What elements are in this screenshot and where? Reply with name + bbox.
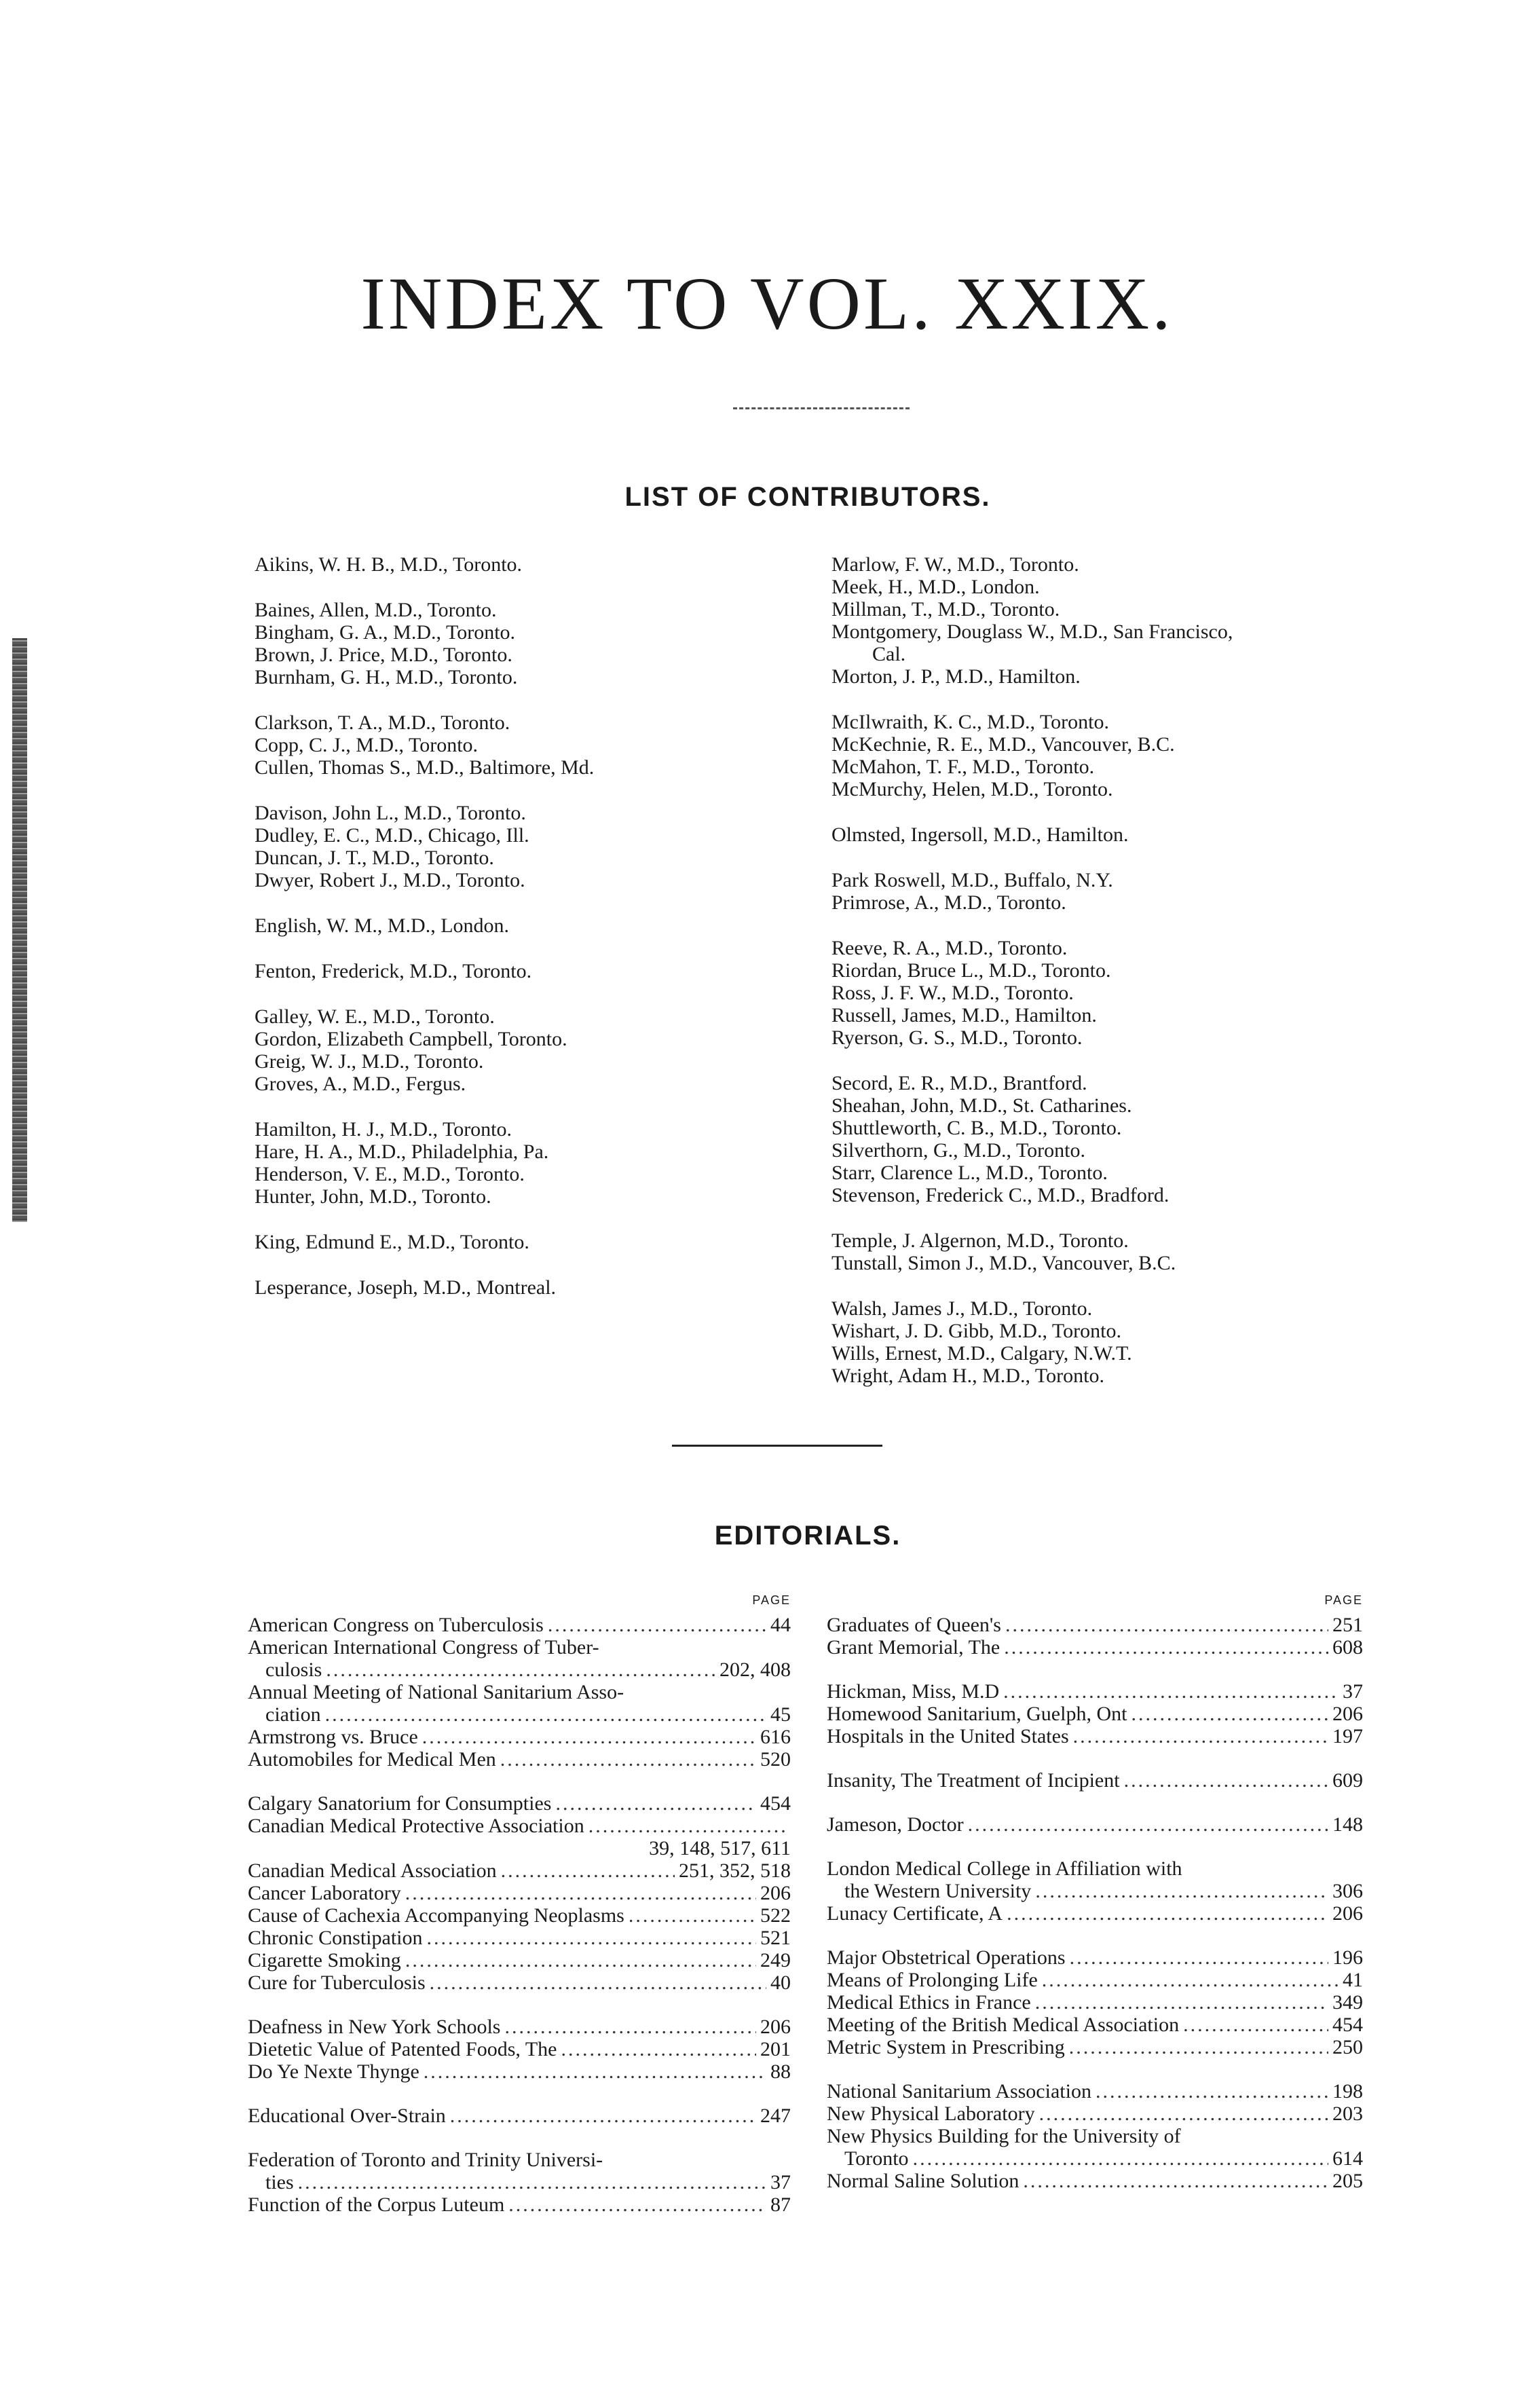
contributor-entry: Aikins, W. H. B., M.D., Toronto.	[255, 553, 523, 576]
editorial-title: Normal Saline Solution	[827, 2170, 1019, 2192]
contributor-entry: Brown, J. Price, M.D., Toronto.	[255, 644, 512, 666]
contributors-left-column	[255, 553, 811, 1322]
contributor-entry: Lesperance, Joseph, M.D., Montreal.	[255, 1276, 557, 1299]
editorial-group	[827, 1680, 1363, 1747]
contributor-entry: King, Edmund E., M.D., Toronto.	[255, 1231, 529, 1253]
contributor-entry: Tunstall, Simon J., M.D., Vancouver, B.C.	[831, 1252, 1176, 1274]
contributor-group	[255, 1231, 811, 1253]
editorials-left-list	[248, 1614, 791, 2216]
dot-leader	[1003, 1680, 1339, 1703]
editorial-page-number: 249	[760, 1949, 791, 1971]
contributor-group	[831, 553, 1429, 688]
dot-leader	[422, 1726, 756, 1748]
contributor-entry: Dwyer, Robert J., M.D., Toronto.	[255, 869, 525, 891]
editorial-title: Dietetic Value of Patented Foods, The	[248, 2038, 557, 2060]
editorial-title: ciation	[265, 1703, 321, 1726]
editorial-title: Lunacy Certificate, A	[827, 1902, 1003, 1925]
editorial-page-number: 614	[1332, 2147, 1363, 2170]
editorial-page-number: 251	[1332, 1614, 1363, 1636]
editorial-page-number: 616	[760, 1726, 791, 1748]
editorial-page-number: 205	[1332, 2170, 1363, 2192]
contributor-entry: Secord, E. R., M.D., Brantford.	[831, 1072, 1087, 1094]
editorial-entry	[248, 2105, 791, 2127]
editorial-page-number: 87	[770, 2193, 791, 2216]
scan-binding-artifact	[12, 638, 27, 1222]
editorial-entry	[248, 2016, 791, 2038]
contributor-entry: Duncan, J. T., M.D., Toronto.	[255, 847, 494, 869]
dot-leader	[1073, 1725, 1328, 1747]
editorial-entry	[248, 1614, 791, 1636]
contributor-entry: Wishart, J. D. Gibb, M.D., Toronto.	[831, 1320, 1121, 1342]
dot-leader	[430, 1971, 766, 1994]
contributor-entry: Copp, C. J., M.D., Toronto.	[255, 734, 479, 756]
editorial-title: National Sanitarium Association	[827, 2080, 1091, 2103]
contributors-heading: LIST OF CONTRIBUTORS.	[624, 482, 991, 512]
editorial-entry	[827, 2103, 1363, 2125]
editorial-entry	[827, 1614, 1363, 1636]
contributor-entry: Shuttleworth, C. B., M.D., Toronto.	[831, 1117, 1122, 1139]
contributor-entry: Henderson, V. E., M.D., Toronto.	[255, 1163, 525, 1185]
editorial-page-number: 44	[770, 1614, 791, 1636]
contributor-entry: Millman, T., M.D., Toronto.	[831, 598, 1060, 620]
contributor-entry: Cullen, Thomas S., M.D., Baltimore, Md.	[255, 756, 595, 779]
editorial-page-number: 45	[770, 1703, 791, 1726]
editorial-title: American Congress on Tuberculosis	[248, 1614, 544, 1636]
editorial-page-number: 196	[1332, 1946, 1363, 1969]
editorial-entry	[248, 1859, 791, 1882]
editorial-title: Cause of Cachexia Accompanying Neoplasms	[248, 1904, 624, 1927]
editorial-page-number: 202, 408	[719, 1659, 791, 1681]
editorial-page-number: 203	[1332, 2103, 1363, 2125]
contributor-entry: Ross, J. F. W., M.D., Toronto.	[831, 982, 1074, 1004]
editorial-entry	[248, 2193, 791, 2216]
editorial-title: Major Obstetrical Operations	[827, 1946, 1066, 1969]
contributor-entry: Primrose, A., M.D., Toronto.	[831, 891, 1066, 914]
contributor-entry: Baines, Allen, M.D., Toronto.	[255, 599, 497, 621]
dot-leader	[1070, 1946, 1328, 1969]
dot-leader	[548, 1614, 766, 1636]
contributor-entry: Fenton, Frederick, M.D., Toronto.	[255, 960, 532, 982]
dot-leader	[1183, 2014, 1328, 2036]
contributor-entry: Wills, Ernest, M.D., Calgary, N.W.T.	[831, 1342, 1132, 1365]
editorial-entry	[827, 2014, 1363, 2036]
editorial-title: Hospitals in the United States	[827, 1725, 1069, 1747]
editorials-left-column	[248, 1592, 791, 2238]
editorial-title: Cure for Tuberculosis	[248, 1971, 426, 1994]
contributor-entry: Morton, J. P., M.D., Hamilton.	[831, 665, 1081, 688]
contributor-entry: McMahon, T. F., M.D., Toronto.	[831, 756, 1095, 778]
editorial-title: Graduates of Queen's	[827, 1614, 1001, 1636]
editorial-group	[248, 1792, 791, 1994]
editorial-page-number: 37	[1343, 1680, 1363, 1703]
editorial-page-number: 37	[770, 2171, 791, 2193]
contributor-entry: Montgomery, Douglass W., M.D., San Francisco,	[831, 620, 1233, 643]
editorial-entry	[248, 1927, 791, 1949]
editorial-entry	[827, 1902, 1363, 1925]
contributor-entry: Temple, J. Algernon, M.D., Toronto.	[831, 1229, 1129, 1252]
editorial-page-number: 454	[1332, 2014, 1363, 2036]
editorial-page-number: 201	[760, 2038, 791, 2060]
dot-leader	[1023, 2170, 1328, 2192]
editorial-group	[827, 1813, 1363, 1836]
editorial-entry	[827, 1769, 1363, 1792]
editorial-page-number: 454	[760, 1792, 791, 1815]
section-divider	[672, 1445, 882, 1447]
dot-leader	[508, 2193, 766, 2216]
editorial-page-number: 250	[1332, 2036, 1363, 2058]
editorial-entry	[827, 1857, 1363, 1880]
editorial-title: Canadian Medical Protective Association	[248, 1815, 584, 1837]
editorial-entry	[827, 2170, 1363, 2192]
editorial-title: New Physics Building for the University of	[827, 2125, 1181, 2147]
editorial-entry	[827, 2147, 1363, 2170]
contributor-group	[255, 711, 811, 779]
contributor-group	[255, 599, 811, 688]
contributor-entry: Marlow, F. W., M.D., Toronto.	[831, 553, 1079, 576]
dot-leader	[405, 1882, 756, 1904]
editorial-page-number: 88	[770, 2060, 791, 2083]
dot-leader	[504, 2016, 756, 2038]
contributor-entry: McMurchy, Helen, M.D., Toronto.	[831, 778, 1113, 800]
editorial-title: culosis	[265, 1659, 322, 1681]
editorial-title: London Medical College in Affiliation with	[827, 1857, 1182, 1880]
editorial-title: Canadian Medical Association	[248, 1859, 497, 1882]
contributor-entry: Gordon, Elizabeth Campbell, Toronto.	[255, 1028, 567, 1050]
dot-leader	[1069, 2036, 1328, 2058]
contributor-group	[255, 1276, 811, 1299]
editorial-group	[827, 1946, 1363, 2058]
editorial-title: Cigarette Smoking	[248, 1949, 401, 1971]
editorial-entry	[248, 1882, 791, 1904]
dot-leader	[450, 2105, 756, 2127]
dot-leader	[298, 2171, 766, 2193]
editorial-group	[248, 2016, 791, 2083]
contributor-group	[255, 553, 811, 576]
editorial-entry	[827, 1636, 1363, 1659]
editorial-page-number: 197	[1332, 1725, 1363, 1747]
editorials-right-list	[827, 1614, 1363, 2192]
editorial-page-number: 520	[760, 1748, 791, 1771]
editorial-entry	[248, 1703, 791, 1726]
editorial-title: Homewood Sanitarium, Guelph, Ont	[827, 1703, 1127, 1725]
contributor-group	[255, 802, 811, 891]
contributor-entry: Reeve, R. A., M.D., Toronto.	[831, 937, 1068, 959]
editorial-page-number: 349	[1332, 1991, 1363, 2014]
editorial-title: Federation of Toronto and Trinity Universi-	[248, 2149, 603, 2171]
dot-leader	[629, 1904, 756, 1927]
contributor-entry: Cal.	[872, 643, 906, 665]
contributor-entry: Hamilton, H. J., M.D., Toronto.	[255, 1118, 512, 1141]
editorial-page-number: 206	[760, 1882, 791, 1904]
contributor-group	[255, 914, 811, 937]
editorial-entry	[248, 2149, 791, 2171]
editorial-entry	[827, 1969, 1363, 1991]
editorial-entry	[827, 1725, 1363, 1747]
contributor-entry: Groves, A., M.D., Fergus.	[255, 1073, 466, 1095]
dot-leader	[424, 2060, 766, 2083]
contributor-entry: Bingham, G. A., M.D., Toronto.	[255, 621, 516, 644]
dot-leader	[1035, 1991, 1328, 2014]
contributor-entry: Davison, John L., M.D., Toronto.	[255, 802, 526, 824]
dot-leader	[1096, 2080, 1328, 2103]
editorial-group	[827, 1614, 1363, 1659]
contributor-entry: Dudley, E. C., M.D., Chicago, Ill.	[255, 824, 529, 847]
editorial-page-number: 148	[1332, 1813, 1363, 1836]
editorial-title: Calgary Sanatorium for Consumpties	[248, 1792, 552, 1815]
editorial-page-number: 609	[1332, 1769, 1363, 1792]
page-column-label: PAGE	[1324, 1593, 1363, 1607]
editorial-page-number: 521	[760, 1927, 791, 1949]
editorial-entry	[827, 2125, 1363, 2147]
contributor-entry: Park Roswell, M.D., Buffalo, N.Y.	[831, 869, 1113, 891]
editorial-title: Jameson, Doctor	[827, 1813, 964, 1836]
dot-leader	[500, 1748, 756, 1771]
editorial-entry	[827, 1703, 1363, 1725]
editorial-title: Function of the Corpus Luteum	[248, 2193, 505, 2216]
editorial-title: Grant Memorial, The	[827, 1636, 1000, 1659]
dot-leader	[968, 1813, 1328, 1836]
contributor-entry: Ryerson, G. S., M.D., Toronto.	[831, 1026, 1083, 1049]
contributor-entry: McKechnie, R. E., M.D., Vancouver, B.C.	[831, 733, 1175, 756]
editorial-title: Deafness in New York Schools	[248, 2016, 501, 2038]
contributor-entry: Sheahan, John, M.D., St. Catharines.	[831, 1094, 1132, 1117]
editorial-title: Automobiles for Medical Men	[248, 1748, 496, 1771]
contributor-entry: Clarkson, T. A., M.D., Toronto.	[255, 711, 510, 734]
contributor-group	[831, 711, 1429, 800]
editorial-entry	[248, 1636, 791, 1659]
title-divider	[733, 407, 910, 409]
dot-leader	[427, 1927, 757, 1949]
contributor-group	[831, 1072, 1429, 1206]
editorial-entry	[827, 1946, 1363, 1969]
editorial-page-number: 522	[760, 1904, 791, 1927]
editorial-title: the Western University	[844, 1880, 1032, 1902]
dot-leader	[1007, 1902, 1328, 1925]
contributor-entry: Hunter, John, M.D., Toronto.	[255, 1185, 491, 1208]
editorial-entry	[248, 1971, 791, 1994]
dot-leader	[405, 1949, 756, 1971]
contributor-entry: Starr, Clarence L., M.D., Toronto.	[831, 1162, 1108, 1184]
editorial-title: Metric System in Prescribing	[827, 2036, 1065, 2058]
editorial-title: Toronto	[844, 2147, 909, 2170]
editorial-group	[827, 1857, 1363, 1925]
dot-leader	[326, 1659, 715, 1681]
dot-leader	[325, 1703, 766, 1726]
editorial-title: ties	[265, 2171, 294, 2193]
editorial-title: Annual Meeting of National Sanitarium Asso-	[248, 1681, 624, 1703]
dot-leader	[1004, 1636, 1328, 1659]
editorial-title: Hickman, Miss, M.D	[827, 1680, 1000, 1703]
dot-leader	[1005, 1614, 1328, 1636]
editorial-title: Means of Prolonging Life	[827, 1969, 1038, 1991]
editorial-entry	[248, 1659, 791, 1681]
contributor-group	[831, 937, 1429, 1049]
contributor-entry: Meek, H., M.D., London.	[831, 576, 1040, 598]
dot-leader	[561, 2038, 756, 2060]
editorial-page-numbers: 39, 148, 517, 611	[649, 1837, 791, 1859]
page-title: INDEX TO VOL. XXIX.	[360, 262, 1174, 345]
editorial-entry	[248, 1904, 791, 1927]
contributor-entry: Walsh, James J., M.D., Toronto.	[831, 1297, 1093, 1320]
editorial-entry	[248, 1726, 791, 1748]
editorial-page-number: 40	[770, 1971, 791, 1994]
contributor-entry: Russell, James, M.D., Hamilton.	[831, 1004, 1097, 1026]
page-column-label: PAGE	[752, 1593, 791, 1607]
editorial-title: Insanity, The Treatment of Incipient	[827, 1769, 1120, 1792]
contributor-entry: Riordan, Bruce L., M.D., Toronto.	[831, 959, 1111, 982]
editorial-title: Chronic Constipation	[248, 1927, 423, 1949]
editorial-entry	[827, 2036, 1363, 2058]
contributor-group	[255, 1005, 811, 1095]
contributor-group	[831, 823, 1429, 846]
editorial-entry	[827, 1680, 1363, 1703]
dot-leader	[588, 1815, 787, 1837]
editorial-page-number: 306	[1332, 1880, 1363, 1902]
editorial-entry	[248, 2038, 791, 2060]
dot-leader	[1131, 1703, 1328, 1725]
dot-leader	[501, 1859, 675, 1882]
editorials-right-column	[827, 1592, 1363, 2214]
editorial-entry	[248, 1815, 791, 1837]
dot-leader	[555, 1792, 756, 1815]
editorial-title: Medical Ethics in France	[827, 1991, 1031, 2014]
editorial-entry	[248, 1792, 791, 1815]
editorial-title: New Physical Laboratory	[827, 2103, 1035, 2125]
dot-leader	[1124, 1769, 1328, 1792]
editorial-title: Cancer Laboratory	[248, 1882, 401, 1904]
editorial-page-number: 608	[1332, 1636, 1363, 1659]
contributor-group	[831, 1297, 1429, 1387]
editorial-page-number: 198	[1332, 2080, 1363, 2103]
contributor-entry: Silverthorn, G., M.D., Toronto.	[831, 1139, 1086, 1162]
editorial-entry	[827, 2080, 1363, 2103]
contributor-group	[831, 869, 1429, 914]
editorial-entry	[827, 1991, 1363, 2014]
contributor-entry: Stevenson, Frederick C., M.D., Bradford.	[831, 1184, 1170, 1206]
editorial-page-number: 41	[1343, 1969, 1363, 1991]
editorial-entry	[827, 1880, 1363, 1902]
editorial-group	[248, 2149, 791, 2216]
editorial-group	[827, 2080, 1363, 2192]
contributor-entry: Greig, W. J., M.D., Toronto.	[255, 1050, 484, 1073]
editorial-entry	[248, 1748, 791, 1771]
editorial-group	[248, 1614, 791, 1771]
editorial-title: Meeting of the British Medical Association	[827, 2014, 1180, 2036]
contributor-entry: Galley, W. E., M.D., Toronto.	[255, 1005, 495, 1028]
editorial-entry	[248, 2060, 791, 2083]
editorial-group	[248, 2105, 791, 2127]
editorial-page-number: 206	[760, 2016, 791, 2038]
editorial-title: American International Congress of Tuber-	[248, 1636, 599, 1659]
editorial-entry	[827, 1813, 1363, 1836]
editorial-page-number: 251, 352, 518	[679, 1859, 791, 1882]
contributor-group	[831, 1229, 1429, 1274]
editorial-entry	[248, 1837, 791, 1859]
dot-leader	[1035, 1880, 1328, 1902]
editorial-page-number: 247	[760, 2105, 791, 2127]
editorial-title: Armstrong vs. Bruce	[248, 1726, 418, 1748]
contributors-right-column	[831, 553, 1429, 1410]
contributor-entry: Olmsted, Ingersoll, M.D., Hamilton.	[831, 823, 1129, 846]
contributor-entry: Wright, Adam H., M.D., Toronto.	[831, 1365, 1104, 1387]
editorials-heading: EDITORIALS.	[714, 1521, 901, 1551]
editorial-entry	[248, 2171, 791, 2193]
dot-leader	[913, 2147, 1328, 2170]
contributor-group	[255, 1118, 811, 1208]
contributor-entry: Burnham, G. H., M.D., Toronto.	[255, 666, 518, 688]
editorial-entry	[248, 1681, 791, 1703]
dot-leader	[1042, 1969, 1339, 1991]
contributor-entry: English, W. M., M.D., London.	[255, 914, 510, 937]
editorial-group	[827, 1769, 1363, 1792]
contributor-group	[255, 960, 811, 982]
editorial-page-number: 206	[1332, 1703, 1363, 1725]
editorial-page-number: 206	[1332, 1902, 1363, 1925]
editorial-title: Do Ye Nexte Thynge	[248, 2060, 419, 2083]
contributor-entry: McIlwraith, K. C., M.D., Toronto.	[831, 711, 1109, 733]
dot-leader	[1039, 2103, 1328, 2125]
contributor-entry: Hare, H. A., M.D., Philadelphia, Pa.	[255, 1141, 549, 1163]
editorial-title: Educational Over-Strain	[248, 2105, 446, 2127]
editorial-entry	[248, 1949, 791, 1971]
